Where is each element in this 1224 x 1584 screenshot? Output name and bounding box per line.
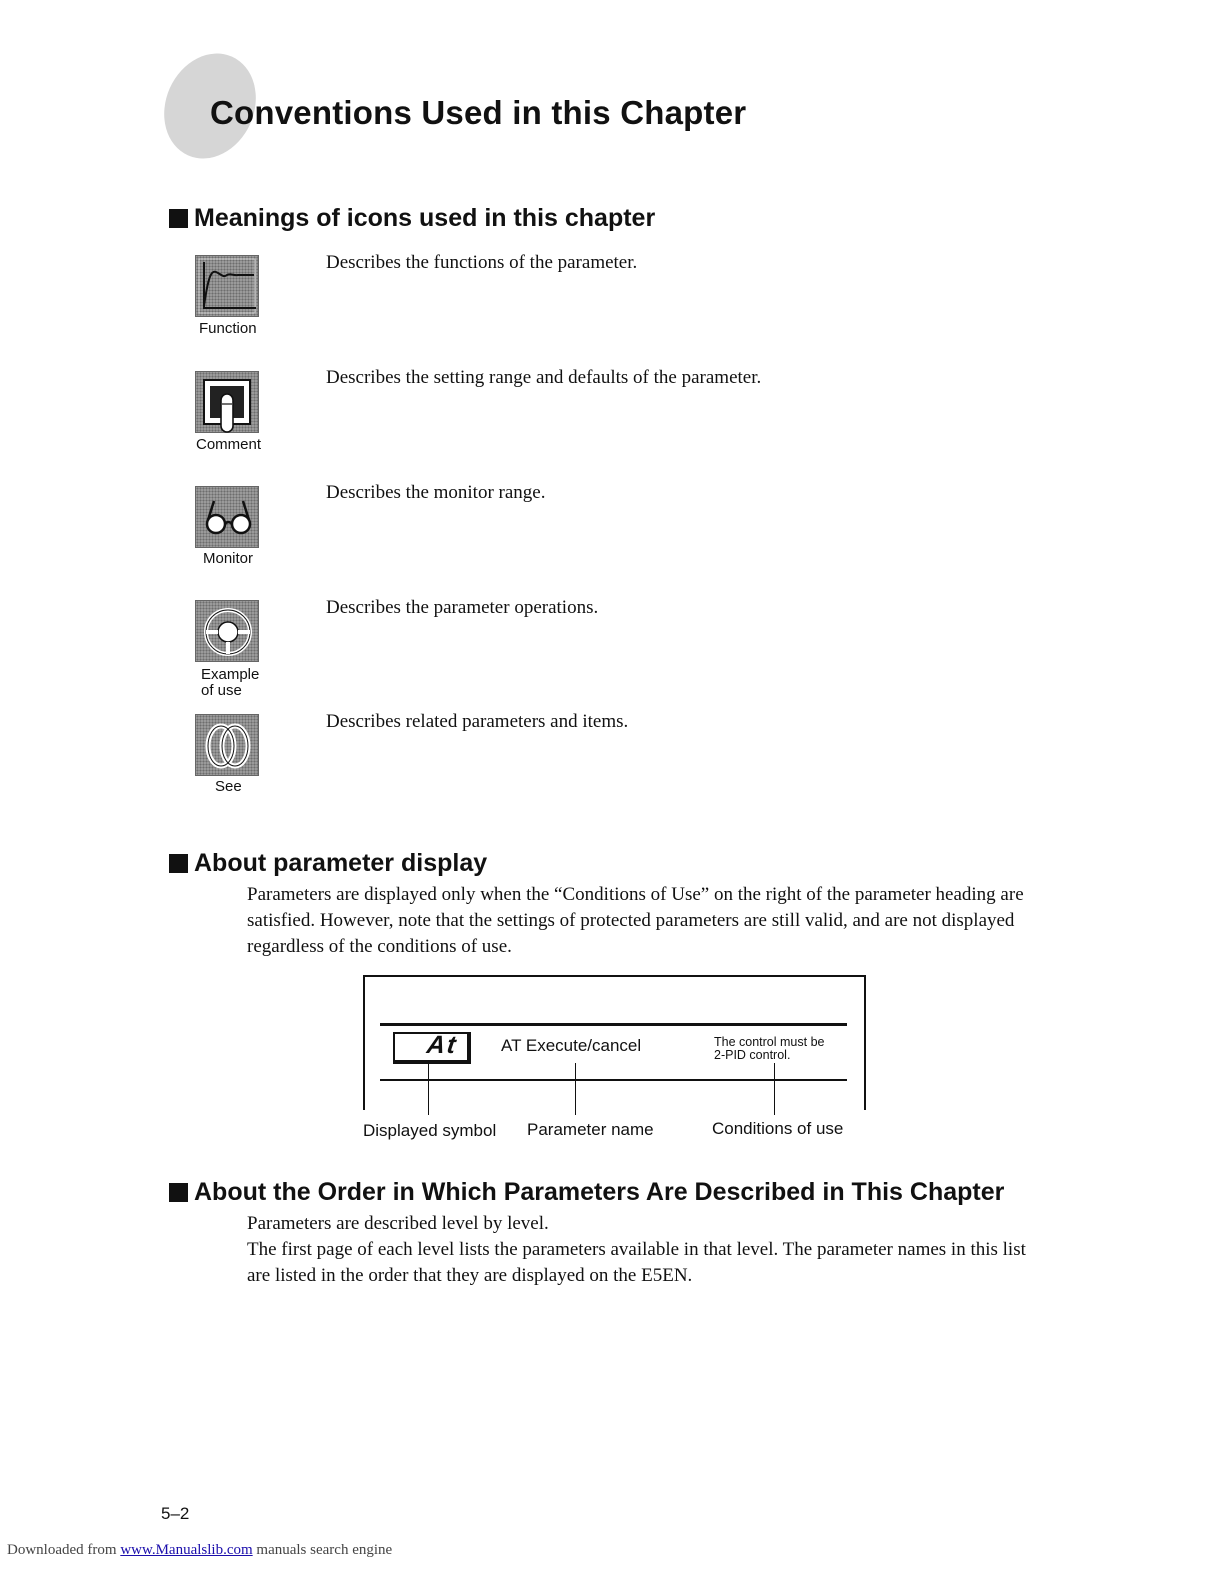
example-of-use-icon <box>195 600 259 662</box>
icon-description-example-of-use: Describes the parameter operations. <box>326 597 599 618</box>
icon-label-monitor: Monitor <box>203 550 254 567</box>
manualslib-link[interactable]: www.Manualslib.com <box>120 1542 253 1558</box>
callout-line-symbol <box>428 1063 429 1115</box>
condition-line-2: 2-PID control. <box>714 1048 791 1062</box>
square-bullet-icon <box>169 1183 188 1202</box>
callout-label-parameter-name: Parameter name <box>527 1120 654 1139</box>
icon-description-function: Describes the functions of the parameter. <box>326 252 638 273</box>
icon-label-function: Function <box>199 320 257 337</box>
section-heading-text: Meanings of icons used in this chapter <box>194 204 656 232</box>
parameter-display-diagram <box>363 975 868 1145</box>
diagram-bottom-rule <box>380 1079 847 1081</box>
icon-label-example-of-use <box>201 667 259 699</box>
diagram-frame-left <box>363 975 365 1110</box>
section-heading-text: About parameter display <box>194 849 488 877</box>
section-heading-order <box>169 1178 1004 1207</box>
condition-line-1: The control must be <box>714 1035 825 1049</box>
function-icon <box>195 255 259 317</box>
icon-label-comment: Comment <box>196 436 262 453</box>
icon-description-see: Describes related parameters and items. <box>326 711 629 732</box>
callout-label-displayed-symbol: Displayed symbol <box>363 1121 497 1140</box>
diagram-top-rule <box>380 1023 847 1026</box>
section-heading-parameter-display <box>169 849 487 878</box>
comment-icon <box>195 371 259 433</box>
callout-label-conditions-of-use: Conditions of use <box>712 1119 844 1138</box>
footer-prefix: Downloaded from <box>7 1542 121 1558</box>
icon-description-comment: Describes the setting range and defaults of the parameter. <box>326 367 762 388</box>
square-bullet-icon <box>169 854 188 873</box>
icon-description-monitor: Describes the monitor range. <box>326 482 546 503</box>
section-heading-text: About the Order in Which Parameters Are Described in This Chapter <box>194 1178 1005 1206</box>
condition-of-use-text <box>714 1036 824 1062</box>
icon-label-example-line1: Example <box>201 666 260 683</box>
displayed-symbol-text: At <box>424 1031 460 1059</box>
chapter-title: Conventions Used in this Chapter <box>210 94 747 131</box>
page-number: 5–2 <box>161 1504 190 1523</box>
monitor-icon <box>195 486 259 548</box>
callout-line-conditions <box>774 1063 775 1115</box>
see-icon <box>195 714 259 776</box>
diagram-frame-top <box>363 975 866 977</box>
footer-suffix: manuals search engine <box>252 1542 393 1558</box>
square-bullet-icon <box>169 209 188 228</box>
callout-line-name <box>575 1063 576 1115</box>
order-paragraph-2: The first page of each level lists the parameters available in that level. The parameter names in this list are listed in the order that they are displayed on the E5EN. <box>247 1239 1026 1286</box>
diagram-frame-right <box>864 975 866 1110</box>
displayed-symbol-box <box>393 1032 471 1064</box>
order-paragraph-1: Parameters are described level by level. <box>247 1213 549 1234</box>
icon-label-example-line2: of use <box>201 682 242 699</box>
download-footer <box>7 1542 392 1559</box>
icon-label-see: See <box>215 778 242 795</box>
parameter-name-text: AT Execute/cancel <box>501 1036 642 1055</box>
parameter-display-paragraph: Parameters are displayed only when the “Conditions of Use” on the right of the parameter heading are satisfied. However, note that the settings of protected parameters are still valid, and are not displayed regardless of the conditions of use. <box>247 884 1024 957</box>
section-heading-icons <box>169 204 655 233</box>
